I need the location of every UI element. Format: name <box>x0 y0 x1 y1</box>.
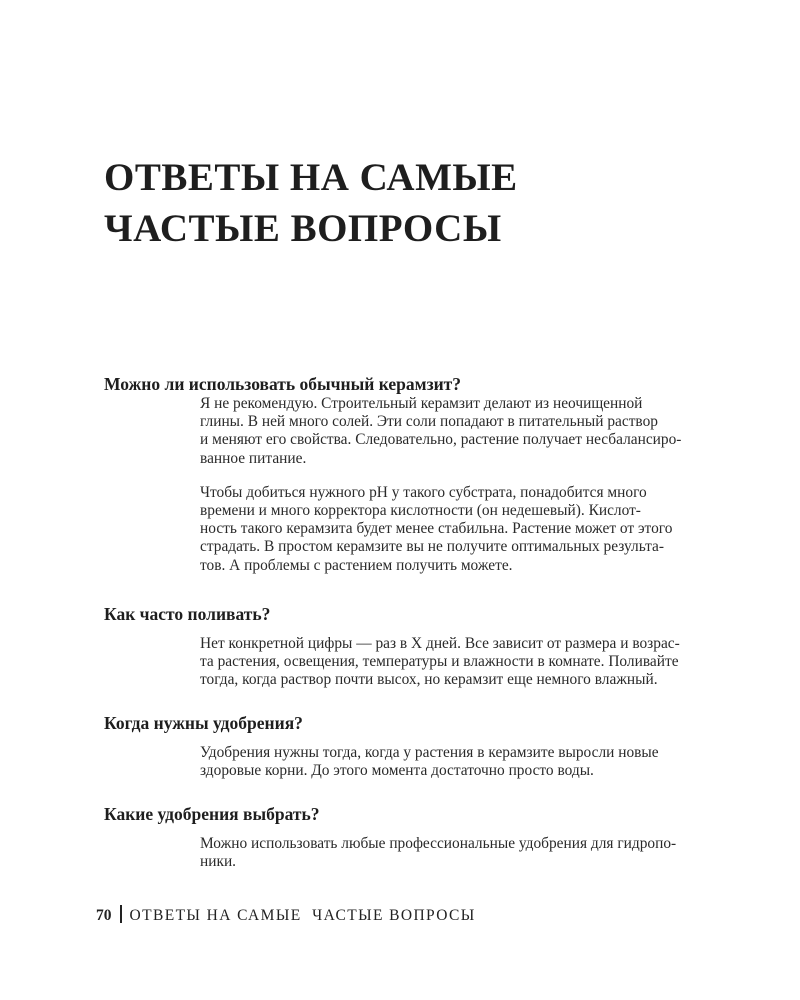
answer-line: ники. <box>200 853 237 871</box>
answer-line: глины. В ней много солей. Эти соли попадают в питательный раствор <box>200 413 658 431</box>
answer-line: страдать. В простом керамзите вы не получите оптимальных результа- <box>200 538 664 556</box>
answer-line: Удобрения нужны тогда, когда у растения в керамзите выросли новые <box>200 744 659 761</box>
question-heading: Когда нужны удобрения? <box>104 713 303 733</box>
answer-paragraph <box>200 635 740 690</box>
answer-line: ванное питание. <box>200 449 307 467</box>
question-heading: Как часто поливать? <box>104 604 271 624</box>
faq-section-ceramsite <box>104 373 744 575</box>
answer-paragraph <box>200 395 740 468</box>
faq-section-fertilizer-choice <box>104 803 744 871</box>
page-title <box>104 152 704 254</box>
answer-paragraph <box>200 835 740 871</box>
faq-section-watering <box>104 603 744 690</box>
answer-paragraph <box>200 744 740 780</box>
question-heading: Можно ли использовать обычный керамзит? <box>104 374 462 394</box>
answer-line: Я не рекомендую. Строительный керамзит делают из неочищенной <box>200 395 643 412</box>
answer-line: тогда, когда раствор почти высох, но керамзит еще немного влажный. <box>200 671 658 689</box>
answer-line: времени и много корректора кислотности (он недешевый). Кислот- <box>200 502 641 520</box>
answer-line: Чтобы добиться нужного pH у такого субстрата, понадобится много <box>200 483 647 501</box>
page-number: 70 <box>96 907 112 924</box>
page-title-line-1: ОТВЕТЫ НА САМЫЕ <box>104 156 518 199</box>
answer-line: ность такого керамзита будет менее стабильна. Растение может от этого <box>200 520 673 538</box>
answer-line: здоровые корни. До этого момента достаточно просто воды. <box>200 762 594 780</box>
question-heading: Какие удобрения выбрать? <box>104 804 320 824</box>
answer-line: Нет конкретной цифры — раз в Х дней. Все зависит от размера и возрас- <box>200 635 680 652</box>
answer-line: та растения, освещения, температуры и влажности в комнате. Поливайте <box>200 653 679 671</box>
page-footer <box>96 905 476 926</box>
answer-line: Можно использовать любые профессиональные удобрения для гидропо- <box>200 835 677 852</box>
footer-divider <box>120 905 122 923</box>
running-title: ОТВЕТЫ НА САМЫЕ ЧАСТЫЕ ВОПРОСЫ <box>129 907 476 924</box>
faq-section-fertilizer-timing <box>104 712 744 780</box>
answer-line: тов. А проблемы с растением получить можете. <box>200 556 513 574</box>
page-title-line-2: ЧАСТЫЕ ВОПРОСЫ <box>104 207 502 250</box>
answer-paragraph <box>200 484 740 575</box>
answer-line: и меняют его свойства. Следовательно, растение получает несбалансиро- <box>200 431 682 449</box>
